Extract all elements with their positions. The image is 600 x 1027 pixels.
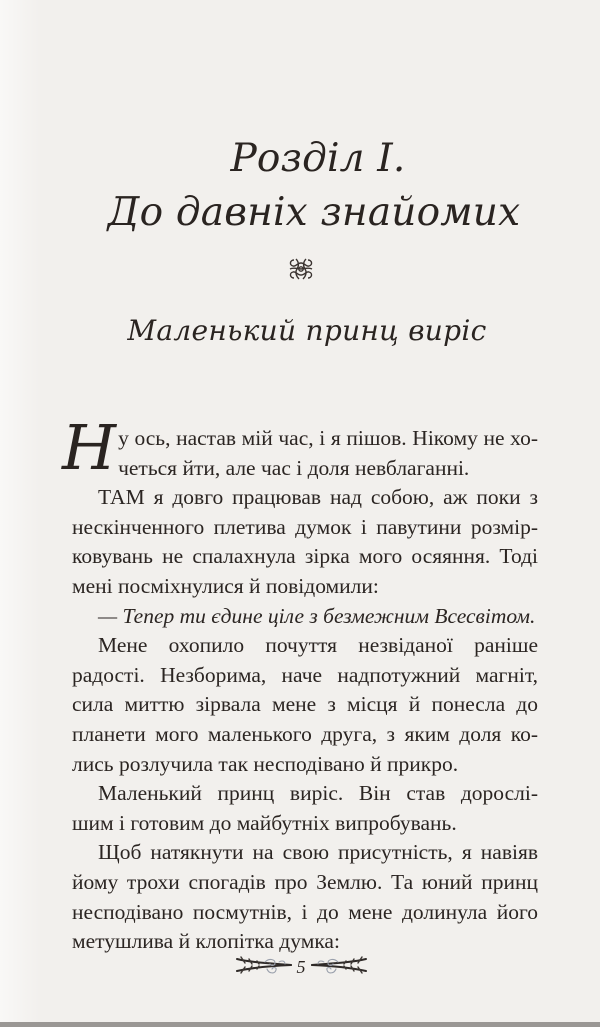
page-bottom-edge <box>0 1022 600 1027</box>
text-line: мені посміхнулися й повідомили: <box>72 573 379 598</box>
text-line: метушлива й клопітка думка: <box>72 929 340 954</box>
text-line: у ось, настав мій час, і я пішов. Нікому не хо- <box>118 426 538 450</box>
text-line: нескінченного плетива думок і павутини розмір- <box>72 514 538 539</box>
page-footer <box>226 955 376 979</box>
text-line-italic-quote: — Тепер ти єдине ціле з безмежним Всесвітом. <box>98 603 536 628</box>
text-line: лись розлучила так несподівано й прикро. <box>72 751 459 776</box>
chapter-title-line2: До давніх знайомих <box>107 190 521 235</box>
feather-scroll-ornament-icon-left <box>235 953 293 982</box>
text-line: ТАМ я довго працював над собою, аж поки з <box>98 485 538 510</box>
text-line: Мене охопило почуття незвіданої раніше <box>98 633 538 658</box>
section-subtitle: Маленький принц виріс <box>127 314 487 347</box>
feather-scroll-ornament-icon-right <box>310 953 368 982</box>
text-line: планети мого маленького друга, з яким доля ко- <box>72 721 538 746</box>
drop-cap: Н <box>62 411 117 484</box>
text-line: радості. Незборима, наче надпотужний магніт, <box>72 662 538 687</box>
chapter-title-line1: Розділ І. <box>230 136 406 181</box>
text-line: ковувань не спалахнула зірка мого осяяння. Тоді <box>72 544 538 569</box>
text-line: несподівано посмутнів, і до мене долинула його <box>72 899 538 924</box>
text-line: шим і готовим до майбутніх випробувань. <box>72 810 457 835</box>
text-line: Щоб натякнути на свою присутність, я навіяв <box>98 840 538 865</box>
text-line: Маленький принц виріс. Він став дорослі- <box>98 781 538 806</box>
text-line: йому трохи спогадів про Землю. Та юний принц <box>72 869 538 894</box>
page-number: 5 <box>296 956 306 977</box>
knot-ornament-icon <box>286 256 316 282</box>
text-line: сила миттю зірвала мене з місця й понесла до <box>72 692 538 717</box>
chapter-body <box>62 411 538 957</box>
text-line: четься йти, але час і доля невблаганні. <box>118 455 470 480</box>
